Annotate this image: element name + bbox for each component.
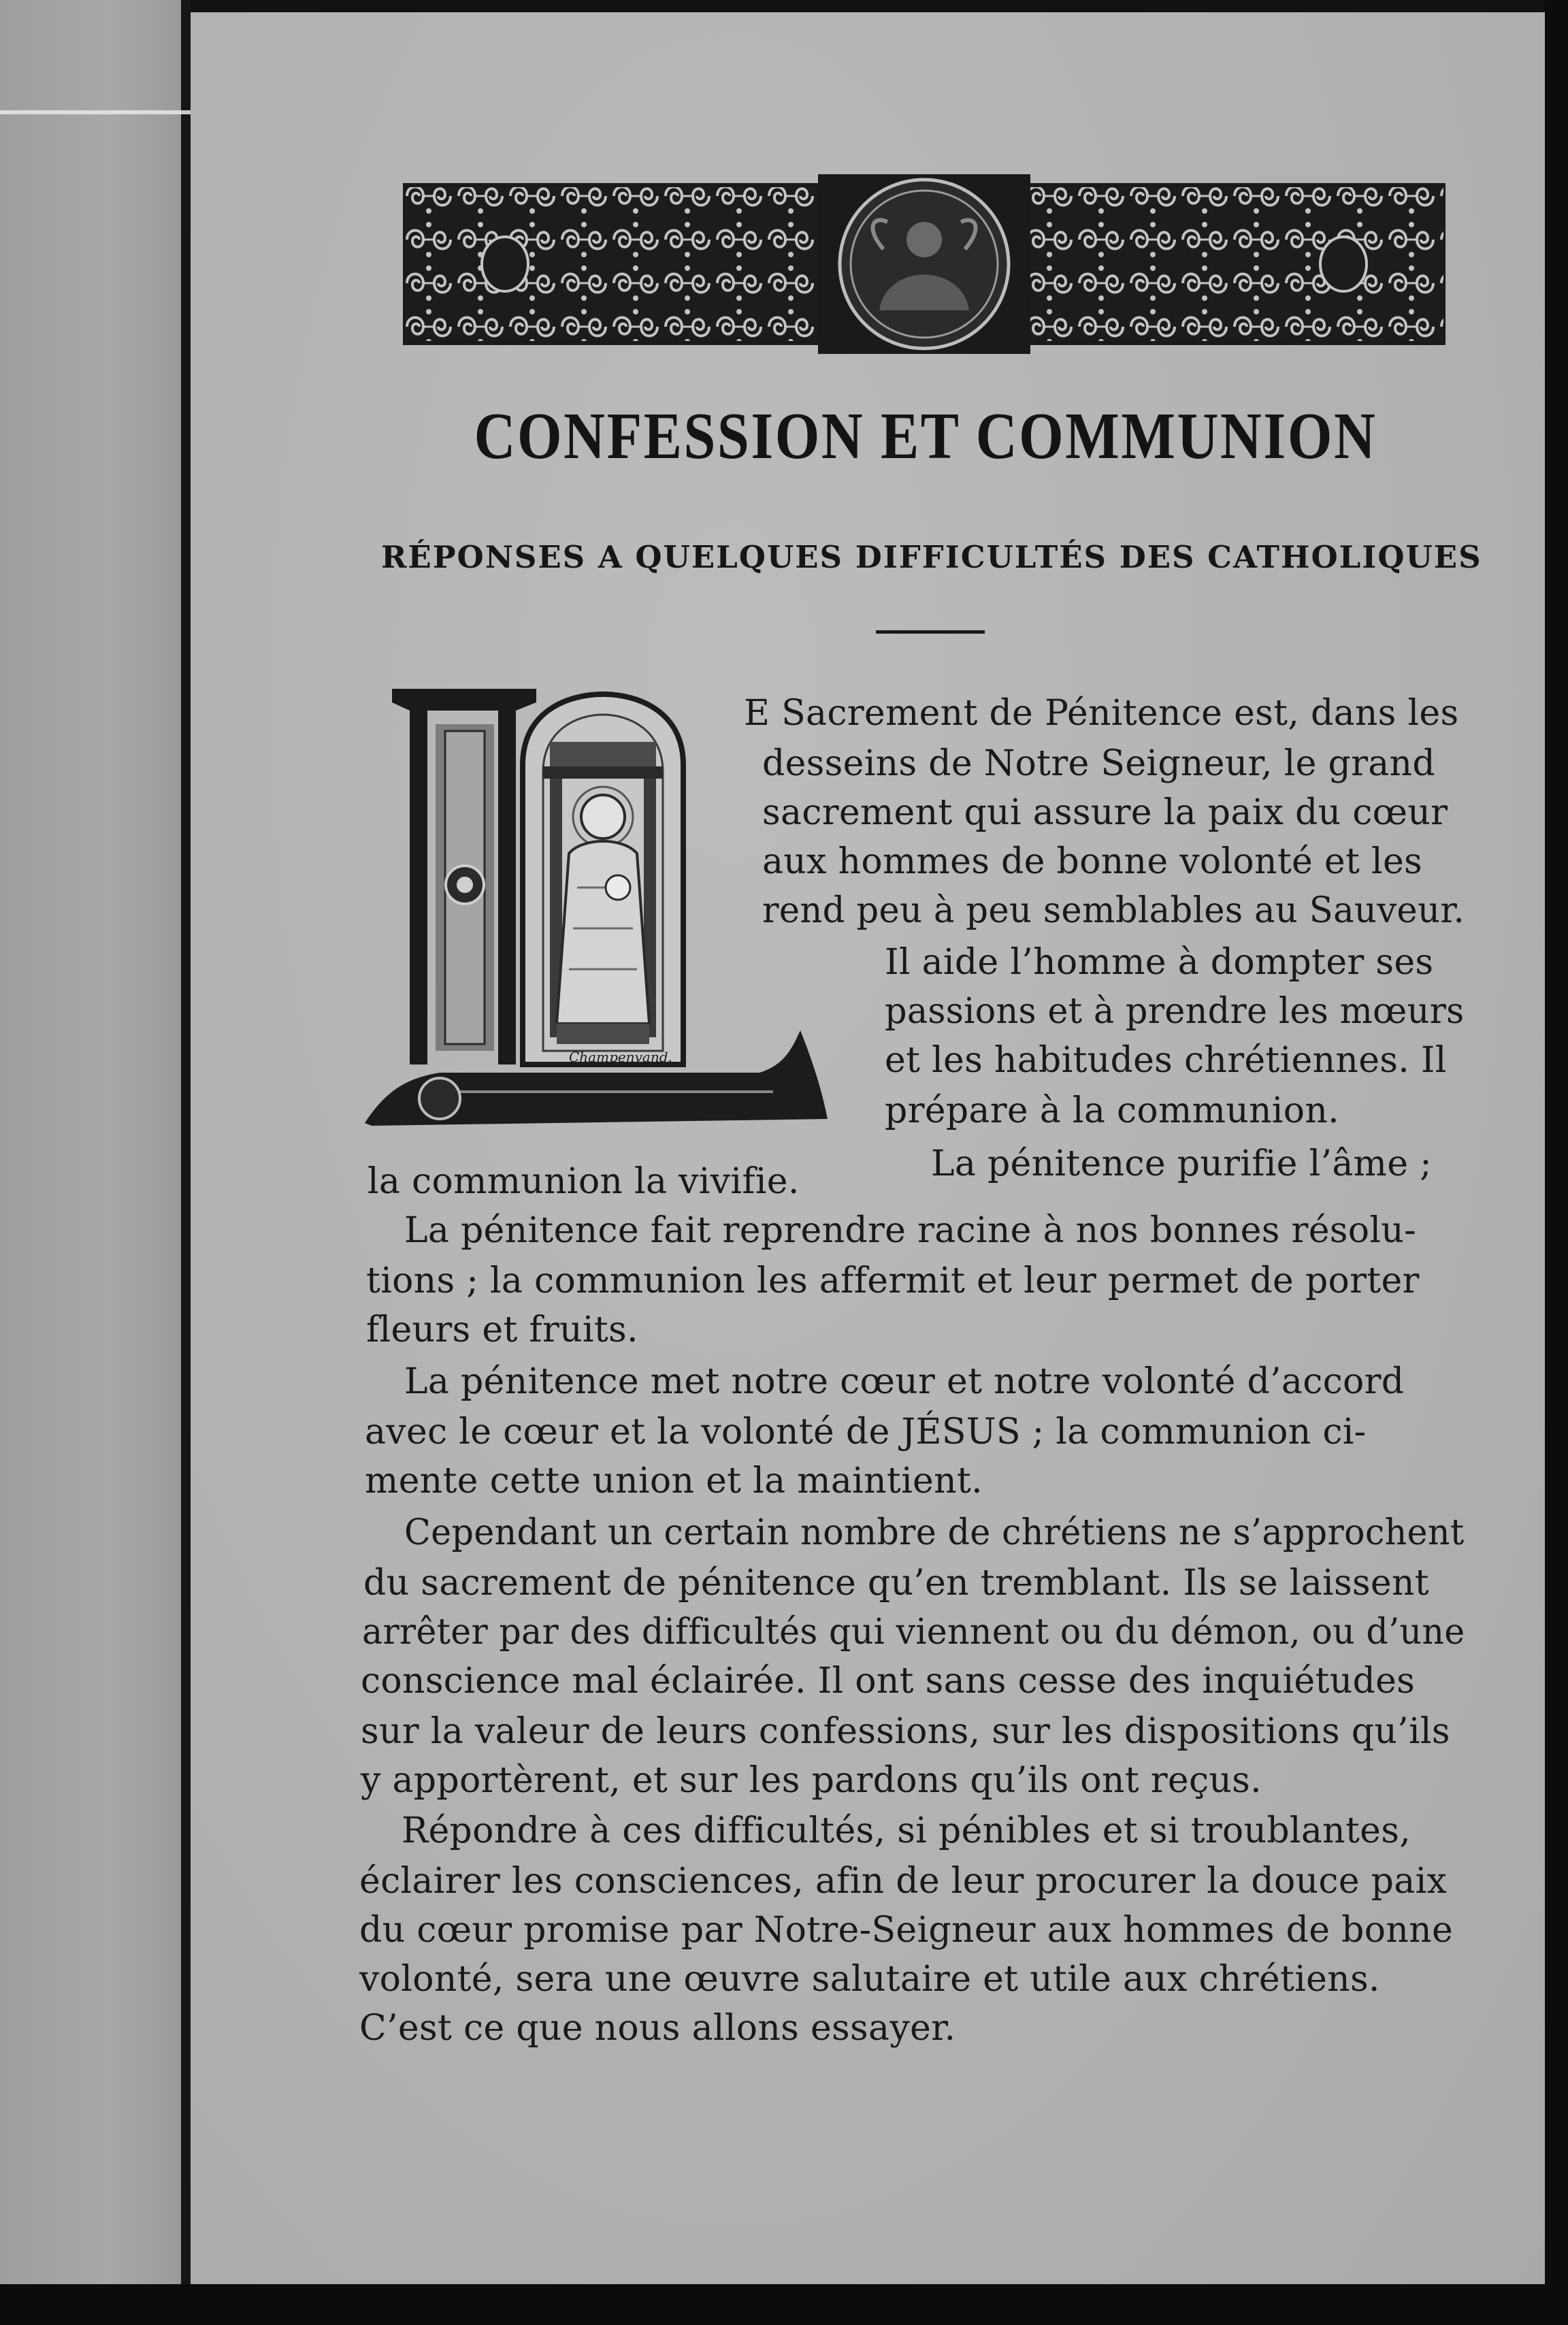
scan-right-edge bbox=[1545, 0, 1568, 2325]
text-line-10: La pénitence purifie l’âme ; bbox=[931, 1143, 1432, 1184]
text-line-22: sur la valeur de leurs confessions, sur les dispositions qu’ils bbox=[361, 1711, 1450, 1752]
text-line-18: Cependant un certain nombre de chrétiens ne s’approchent bbox=[404, 1512, 1465, 1553]
text-line-4: aux hommes de bonne volonté et les bbox=[762, 841, 1423, 882]
text-line-25: éclairer les consciences, afin de leur procurer la douce paix bbox=[359, 1861, 1448, 1902]
text-line-14: fleurs et fruits. bbox=[366, 1310, 638, 1350]
text-line-23: y apportèrent, et sur les pardons qu’ils ont reçus. bbox=[361, 1760, 1262, 1801]
text-line-19: du sacrement de pénitence qu’en tremblant. Ils se laissent bbox=[363, 1563, 1429, 1604]
title-divider bbox=[876, 630, 985, 634]
text-line-11: la communion la vivifie. bbox=[368, 1161, 800, 1202]
page-subtitle: RÉPONSES A QUELQUES DIFFICULTÉS DES CATHOLIQUES bbox=[381, 539, 1482, 575]
text-line-2: desseins de Notre Seigneur, le grand bbox=[762, 743, 1435, 784]
text-line-5: rend peu à peu semblables au Sauveur. bbox=[762, 890, 1465, 931]
text-line-3: sacrement qui assure la paix du cœur bbox=[762, 792, 1448, 833]
text-line-24: Répondre à ces difficultés, si pénibles et si troublantes, bbox=[402, 1810, 1411, 1851]
scan-left-margin bbox=[0, 0, 182, 2287]
text-line-9: prépare à la communion. bbox=[885, 1090, 1339, 1131]
text-line-8: et les habitudes chrétiennes. Il bbox=[885, 1040, 1447, 1081]
text-line-1: E Sacrement de Pénitence est, dans les bbox=[744, 693, 1459, 734]
text-line-20: arrêter par des difficultés qui viennent ou du démon, ou d’une bbox=[362, 1612, 1465, 1653]
text-line-21: conscience mal éclairée. Il ont sans cesse des inquiétudes bbox=[361, 1661, 1416, 1702]
drop-cap-signature: Champenvand. bbox=[569, 1049, 672, 1065]
text-line-15: La pénitence met notre cœur et notre volonté d’accord bbox=[404, 1361, 1405, 1402]
text-line-26: du cœur promise par Notre-Seigneur aux hommes de bonne bbox=[359, 1910, 1454, 1951]
book-spine bbox=[181, 0, 191, 2287]
ornament-header bbox=[403, 174, 1446, 354]
text-line-7: passions et à prendre les mœurs bbox=[885, 991, 1465, 1032]
text-line-12: La pénitence fait reprendre racine à nos bonnes résolu- bbox=[404, 1210, 1416, 1251]
scan-bottom-edge bbox=[0, 2284, 1568, 2325]
page-title: CONFESSION ET COMMUNION bbox=[474, 400, 1377, 473]
text-line-28: C’est ce que nous allons essayer. bbox=[359, 2008, 956, 2049]
text-line-17: mente cette union et la maintient. bbox=[365, 1461, 983, 1501]
text-line-27: volonté, sera une œuvre salutaire et utile aux chrétiens. bbox=[359, 1959, 1380, 2000]
drop-cap-illustration bbox=[365, 683, 828, 1134]
text-line-16: avec le cœur et la volonté de JÉSUS ; la communion ci- bbox=[365, 1412, 1367, 1452]
text-line-13: tions ; la communion les affermit et leur permet de porter bbox=[366, 1261, 1420, 1301]
text-line-6: Il aide l’homme à dompter ses bbox=[885, 942, 1434, 983]
